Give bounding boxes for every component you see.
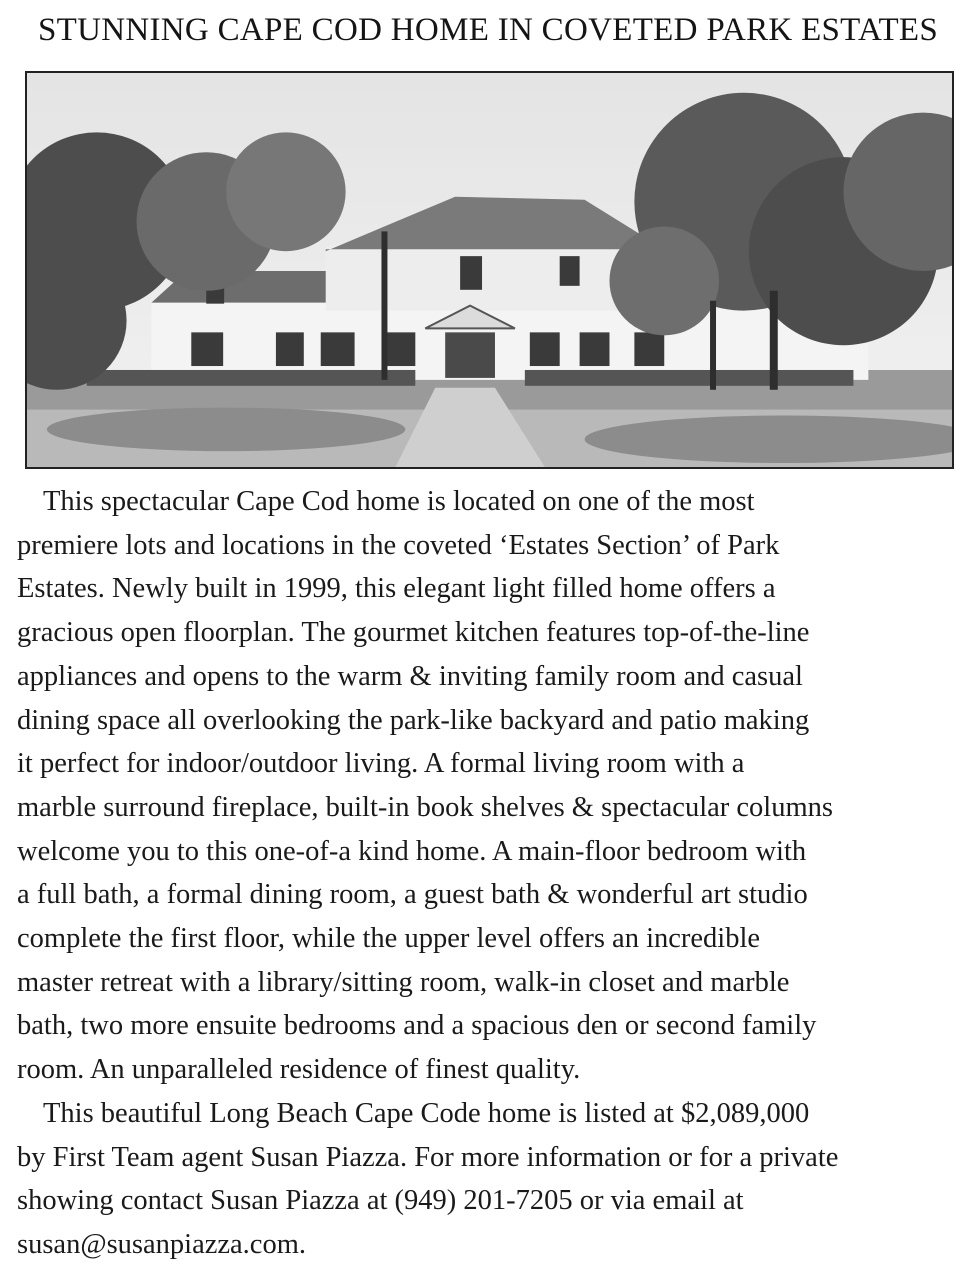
headline: STUNNING CAPE COD HOME IN COVETED PARK ESTATES [37,12,939,48]
text-line: by First Team agent Susan Piazza. For more information or for a private [17,1141,839,1173]
text-line: gracious open floorplan. The gourmet kitchen features top-of-the-line [17,617,810,649]
email-text: susan@susanpiazza.com. [17,1228,306,1260]
text-line: complete the first floor, while the upper level offers an incredible [17,923,761,955]
text-line: Estates. Newly built in 1999, this elegant light filled home offers a [17,573,776,605]
text-line: room. An unparalleled residence of finest quality. [17,1054,581,1086]
text-line: appliances and opens to the warm & inviting family room and casual [17,660,803,692]
text-line: dining space all overlooking the park-like backyard and patio making [17,704,810,736]
text-line: master retreat with a library/sitting room, walk-in closet and marble [17,966,790,998]
text-line: This beautiful Long Beach Cape Code home is listed at $2,089,000 [43,1097,810,1129]
text-line: showing contact Susan Piazza at (949) 201-7205 or via email at [17,1185,744,1217]
house-photo [25,71,954,469]
text-line: bath, two more ensuite bedrooms and a spacious den or second family [17,1010,817,1042]
article-body [17,480,969,1267]
text-line: premiere lots and locations in the coveted ‘Estates Section’ of Park [17,529,780,561]
paragraph-description [17,480,969,1092]
text-line: it perfect for indoor/outdoor living. A formal living room with a [17,748,745,780]
paragraph-listing-contact [17,1092,969,1267]
text-line: welcome you to this one-of-a kind home. A main-floor bedroom with [17,835,807,867]
house-photo-icon [27,73,952,467]
text-line: marble surround fireplace, built-in book shelves & spectacular columns [17,791,833,823]
text-line: a full bath, a formal dining room, a guest bath & wonderful art studio [17,879,808,911]
text-line: This spectacular Cape Cod home is located on one of the most [43,486,755,517]
